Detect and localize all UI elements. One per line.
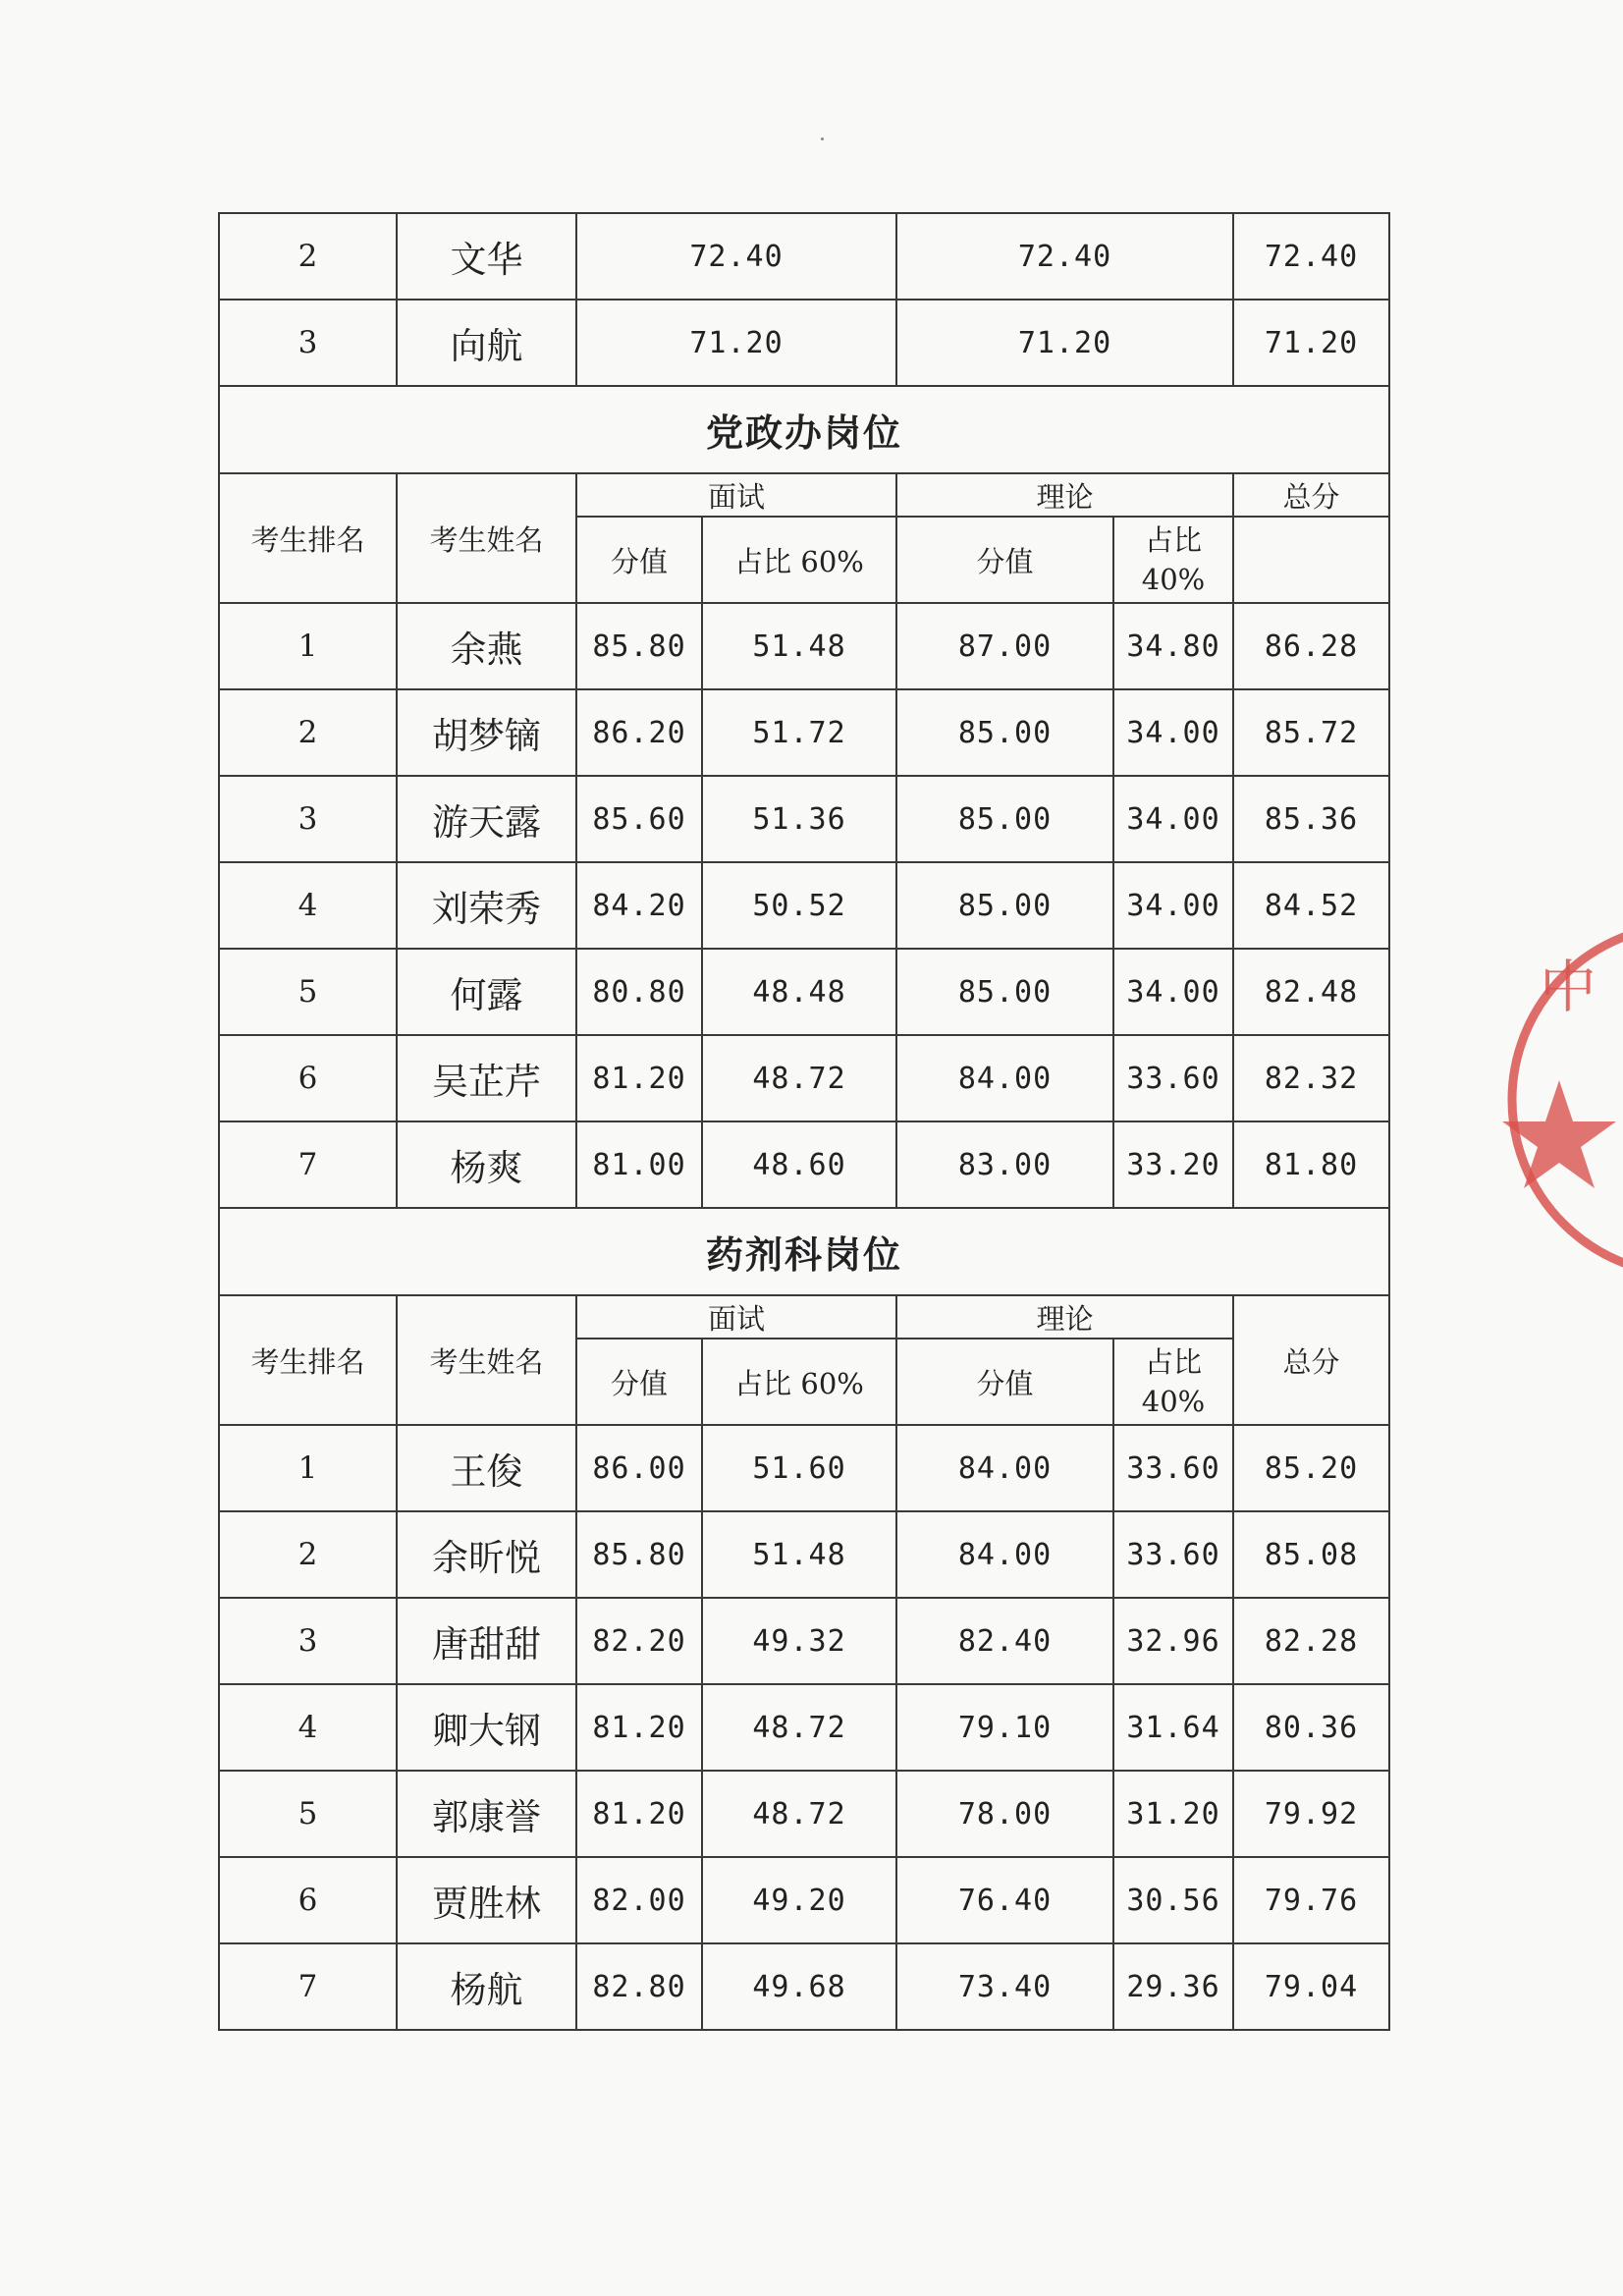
rank-cell: 2 xyxy=(219,689,397,776)
theory-ratio-cell: 33.60 xyxy=(1113,1035,1233,1121)
interview-ratio-cell: 51.60 xyxy=(702,1425,896,1511)
ratio-percent: 40% xyxy=(1141,563,1206,596)
name-cell: 刘荣秀 xyxy=(397,862,576,949)
section-rows xyxy=(219,1425,1389,2030)
theory-ratio-cell: 31.64 xyxy=(1113,1684,1233,1771)
interview-header: 面试 xyxy=(576,473,896,517)
table-row xyxy=(219,689,1389,776)
ratio-label: 占比 xyxy=(1144,1345,1202,1379)
interview-score-cell: 86.00 xyxy=(576,1425,702,1511)
interview-score-cell: 82.20 xyxy=(576,1598,702,1684)
table-row xyxy=(219,1771,1389,1857)
interview-ratio-cell: 48.72 xyxy=(702,1771,896,1857)
interview-ratio-cell: 50.52 xyxy=(702,862,896,949)
theory-ratio-cell: 31.20 xyxy=(1113,1771,1233,1857)
total-cell: 72.40 xyxy=(1233,213,1389,300)
total-cell: 79.76 xyxy=(1233,1857,1389,1943)
total-header-blank xyxy=(1233,517,1389,603)
interview-ratio-cell: 48.48 xyxy=(702,949,896,1035)
table-row xyxy=(219,1035,1389,1121)
interview-score-cell: 81.20 xyxy=(576,1684,702,1771)
table-row xyxy=(219,1425,1389,1511)
table-row xyxy=(219,1598,1389,1684)
name-cell: 杨爽 xyxy=(397,1121,576,1208)
theory-score-cell: 83.00 xyxy=(896,1121,1113,1208)
ratio-label: 占比 xyxy=(1144,523,1202,557)
theory-score-cell: 71.20 xyxy=(896,300,1233,386)
rank-cell: 2 xyxy=(219,1511,397,1598)
rank-cell: 6 xyxy=(219,1035,397,1121)
table-row xyxy=(219,1121,1389,1208)
name-cell: 贾胜林 xyxy=(397,1857,576,1943)
score-table-sheet xyxy=(218,212,1388,2031)
interview-score-cell: 85.60 xyxy=(576,776,702,862)
interview-score-header: 分值 xyxy=(576,1339,702,1425)
total-cell: 82.28 xyxy=(1233,1598,1389,1684)
rank-cell: 3 xyxy=(219,300,397,386)
name-cell: 杨航 xyxy=(397,1943,576,2030)
total-cell: 85.20 xyxy=(1233,1425,1389,1511)
theory-ratio-cell: 33.60 xyxy=(1113,1425,1233,1511)
interview-ratio-cell: 51.48 xyxy=(702,1511,896,1598)
theory-ratio-cell: 33.60 xyxy=(1113,1511,1233,1598)
interview-ratio-cell: 49.32 xyxy=(702,1598,896,1684)
rank-cell: 6 xyxy=(219,1857,397,1943)
name-cell: 余昕悦 xyxy=(397,1511,576,1598)
theory-score-cell: 76.40 xyxy=(896,1857,1113,1943)
interview-ratio-cell: 48.72 xyxy=(702,1035,896,1121)
interview-score-cell: 86.20 xyxy=(576,689,702,776)
rank-cell: 3 xyxy=(219,1598,397,1684)
interview-ratio-cell: 51.36 xyxy=(702,776,896,862)
name-header: 考生姓名 xyxy=(397,1295,576,1425)
total-cell: 85.08 xyxy=(1233,1511,1389,1598)
interview-score-cell: 82.80 xyxy=(576,1943,702,2030)
header-row xyxy=(219,1295,1389,1339)
theory-score-cell: 79.10 xyxy=(896,1684,1113,1771)
theory-ratio-cell: 29.36 xyxy=(1113,1943,1233,2030)
total-cell: 85.36 xyxy=(1233,776,1389,862)
theory-score-header: 分值 xyxy=(896,517,1113,603)
table-row xyxy=(219,862,1389,949)
total-cell: 82.32 xyxy=(1233,1035,1389,1121)
section-title-row xyxy=(219,386,1389,473)
theory-score-cell: 87.00 xyxy=(896,603,1113,689)
section-rows xyxy=(219,603,1389,1208)
theory-ratio-header xyxy=(1113,517,1233,603)
theory-ratio-cell: 32.96 xyxy=(1113,1598,1233,1684)
theory-ratio-cell: 34.80 xyxy=(1113,603,1233,689)
theory-score-cell: 84.00 xyxy=(896,1425,1113,1511)
interview-ratio-cell: 49.68 xyxy=(702,1943,896,2030)
theory-score-cell: 85.00 xyxy=(896,862,1113,949)
interview-score-header: 分值 xyxy=(576,517,702,603)
interview-score-cell: 82.00 xyxy=(576,1857,702,1943)
rank-cell: 5 xyxy=(219,1771,397,1857)
theory-header: 理论 xyxy=(896,1295,1233,1339)
name-cell: 郭康誉 xyxy=(397,1771,576,1857)
name-cell: 王俊 xyxy=(397,1425,576,1511)
header-row xyxy=(219,473,1389,517)
table-row xyxy=(219,1857,1389,1943)
total-header: 总分 xyxy=(1233,1295,1389,1425)
interview-score-cell: 84.20 xyxy=(576,862,702,949)
name-cell: 吴芷芹 xyxy=(397,1035,576,1121)
name-cell: 余燕 xyxy=(397,603,576,689)
theory-score-cell: 85.00 xyxy=(896,949,1113,1035)
rank-cell: 7 xyxy=(219,1943,397,2030)
interview-score-cell: 81.20 xyxy=(576,1035,702,1121)
interview-score-cell: 81.20 xyxy=(576,1771,702,1857)
theory-ratio-header xyxy=(1113,1339,1233,1425)
rank-cell: 4 xyxy=(219,862,397,949)
table-row xyxy=(219,213,1389,300)
theory-score-cell: 82.40 xyxy=(896,1598,1113,1684)
name-cell: 胡梦镝 xyxy=(397,689,576,776)
interview-score-cell: 80.80 xyxy=(576,949,702,1035)
name-cell: 何露 xyxy=(397,949,576,1035)
name-cell: 文华 xyxy=(397,213,576,300)
theory-score-cell: 84.00 xyxy=(896,1511,1113,1598)
theory-ratio-cell: 34.00 xyxy=(1113,949,1233,1035)
rank-cell: 2 xyxy=(219,213,397,300)
name-header: 考生姓名 xyxy=(397,473,576,603)
total-header: 总分 xyxy=(1233,473,1389,517)
theory-ratio-cell: 33.20 xyxy=(1113,1121,1233,1208)
rank-cell: 7 xyxy=(219,1121,397,1208)
rank-cell: 1 xyxy=(219,603,397,689)
total-cell: 71.20 xyxy=(1233,300,1389,386)
rank-cell: 1 xyxy=(219,1425,397,1511)
table-row xyxy=(219,1943,1389,2030)
total-cell: 80.36 xyxy=(1233,1684,1389,1771)
total-cell: 86.28 xyxy=(1233,603,1389,689)
seal-character: 中 xyxy=(1540,954,1597,1020)
ratio-percent: 40% xyxy=(1141,1385,1206,1418)
section-title: 党政办岗位 xyxy=(219,386,1389,473)
theory-score-cell: 85.00 xyxy=(896,776,1113,862)
official-seal-stamp xyxy=(1500,913,1623,1286)
name-cell: 游天露 xyxy=(397,776,576,862)
rank-cell: 3 xyxy=(219,776,397,862)
name-cell: 向航 xyxy=(397,300,576,386)
name-cell: 卿大钢 xyxy=(397,1684,576,1771)
interview-ratio-header: 占比 60% xyxy=(702,1339,896,1425)
total-cell: 84.52 xyxy=(1233,862,1389,949)
section-title: 药剂科岗位 xyxy=(219,1208,1389,1295)
table-row xyxy=(219,1511,1389,1598)
table-row xyxy=(219,603,1389,689)
theory-score-header: 分值 xyxy=(896,1339,1113,1425)
total-cell: 81.80 xyxy=(1233,1121,1389,1208)
scan-speck xyxy=(821,137,824,140)
interview-ratio-cell: 51.72 xyxy=(702,689,896,776)
rank-cell: 5 xyxy=(219,949,397,1035)
interview-ratio-cell: 51.48 xyxy=(702,603,896,689)
theory-score-cell: 73.40 xyxy=(896,1943,1113,2030)
interview-header: 面试 xyxy=(576,1295,896,1339)
rank-header: 考生排名 xyxy=(219,473,397,603)
rank-cell: 4 xyxy=(219,1684,397,1771)
total-cell: 85.72 xyxy=(1233,689,1389,776)
table-row xyxy=(219,949,1389,1035)
interview-ratio-cell: 49.20 xyxy=(702,1857,896,1943)
interview-ratio-cell: 48.72 xyxy=(702,1684,896,1771)
theory-ratio-cell: 34.00 xyxy=(1113,776,1233,862)
name-cell: 唐甜甜 xyxy=(397,1598,576,1684)
theory-ratio-cell: 34.00 xyxy=(1113,689,1233,776)
interview-score-cell: 71.20 xyxy=(576,300,896,386)
theory-score-cell: 85.00 xyxy=(896,689,1113,776)
rank-header: 考生排名 xyxy=(219,1295,397,1425)
theory-score-cell: 84.00 xyxy=(896,1035,1113,1121)
theory-ratio-cell: 34.00 xyxy=(1113,862,1233,949)
table-row xyxy=(219,776,1389,862)
section-title-row xyxy=(219,1208,1389,1295)
theory-header: 理论 xyxy=(896,473,1233,517)
total-cell: 79.92 xyxy=(1233,1771,1389,1857)
interview-score-cell: 72.40 xyxy=(576,213,896,300)
theory-ratio-cell: 30.56 xyxy=(1113,1857,1233,1943)
theory-score-cell: 72.40 xyxy=(896,213,1233,300)
total-cell: 79.04 xyxy=(1233,1943,1389,2030)
score-table xyxy=(218,212,1390,2031)
table-row xyxy=(219,300,1389,386)
table-row xyxy=(219,1684,1389,1771)
interview-score-cell: 81.00 xyxy=(576,1121,702,1208)
interview-ratio-cell: 48.60 xyxy=(702,1121,896,1208)
theory-score-cell: 78.00 xyxy=(896,1771,1113,1857)
total-cell: 82.48 xyxy=(1233,949,1389,1035)
interview-ratio-header: 占比 60% xyxy=(702,517,896,603)
interview-score-cell: 85.80 xyxy=(576,1511,702,1598)
interview-score-cell: 85.80 xyxy=(576,603,702,689)
